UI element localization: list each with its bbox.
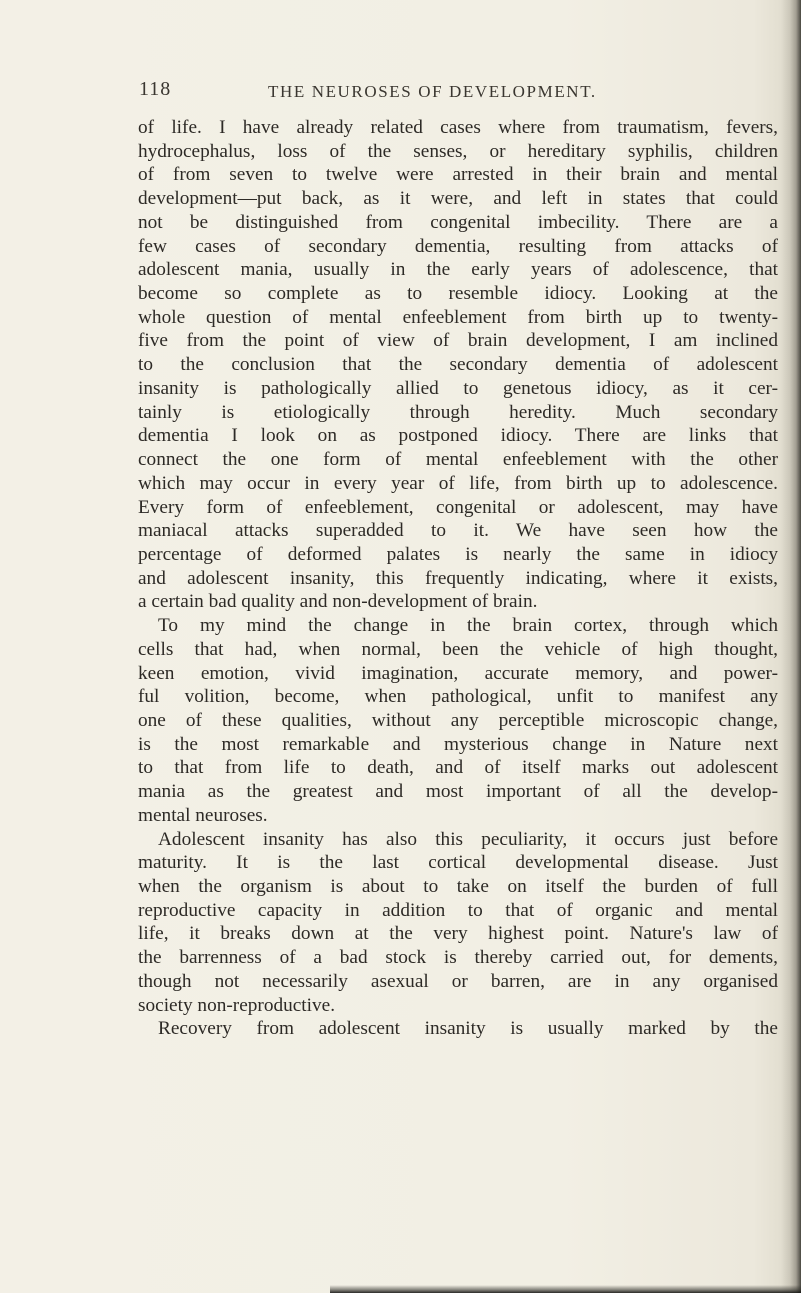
text-line: few cases of secondary dementia, resulting from attacks of (138, 235, 778, 257)
text-line: society non-reproductive. (138, 994, 336, 1016)
text-line: not be distinguished from congenital imbecility. There are a (138, 211, 778, 233)
text-line: a certain bad quality and non-development of brain. (138, 591, 538, 613)
text-line: of life. I have already related cases where from traumatism, fevers, (138, 117, 778, 138)
text-line: to the conclusion that the secondary dementia of adolescent (138, 354, 778, 376)
text-line: ful volition, become, when pathological, unfit to manifest any (138, 686, 778, 708)
text-line: dementia I look on as postponed idiocy. There are links that (138, 425, 778, 447)
text-line: five from the point of view of brain development, I am inclined (138, 330, 778, 352)
text-line: of from seven to twelve were arrested in their brain and mental (138, 164, 778, 186)
text-line: Adolescent insanity has also this peculiarity, it occurs just before (158, 828, 778, 850)
text-line: though not necessarily asexual or barren, are in any organised (138, 970, 778, 992)
page-bottom-shadow (330, 1285, 801, 1293)
text-line: which may occur in every year of life, from birth up to adolescence. (138, 472, 778, 494)
running-head: THE NEUROSES OF DEVELOPMENT. (268, 82, 597, 101)
text-line: keen emotion, vivid imagination, accurate memory, and power- (138, 662, 778, 684)
text-line: adolescent mania, usually in the early years of adolescence, that (138, 259, 778, 281)
text-line: hydrocephalus, loss of the senses, or hereditary syphilis, children (138, 140, 778, 162)
text-line: and adolescent insanity, this frequently indicating, where it exists, (138, 567, 778, 589)
text-line: become so complete as to resemble idiocy. Looking at the (138, 283, 778, 305)
text-line: cells that had, when normal, been the vehicle of high thought, (138, 638, 778, 660)
text-line: tainly is etiologically through heredity. Much secondary (138, 401, 778, 423)
text-line: maturity. It is the last cortical developmental disease. Just (138, 852, 778, 874)
text-line: whole question of mental enfeeblement from birth up to twenty- (138, 306, 778, 328)
text-line: is the most remarkable and mysterious change in Nature next (138, 733, 778, 755)
text-line: mania as the greatest and most important of all the develop- (138, 781, 778, 803)
text-line: To my mind the change in the brain cortex, through which (158, 615, 778, 637)
page-number: 118 (139, 78, 172, 100)
text-line: insanity is pathologically allied to genetous idiocy, as it cer- (138, 377, 778, 399)
text-line: percentage of deformed palates is nearly the same in idiocy (138, 543, 778, 565)
text-line: maniacal attacks superadded to it. We have seen how the (138, 520, 778, 542)
text-line: life, it breaks down at the very highest point. Nature's law of (138, 923, 778, 945)
text-line: Every form of enfeeblement, congenital or adolescent, may have (138, 496, 778, 518)
text-line: to that from life to death, and of itself marks out adolescent (138, 757, 778, 779)
page-header (0, 70, 801, 110)
text-line: mental neuroses. (138, 804, 268, 826)
text-line: the barrenness of a bad stock is thereby carried out, for dements, (138, 947, 778, 969)
text-line: Recovery from adolescent insanity is usually marked by the (158, 1018, 778, 1040)
text-line: when the organism is about to take on itself the burden of full (138, 876, 778, 897)
page-edge-shadow (781, 0, 801, 1293)
text-line: one of these qualities, without any perceptible microscopic change, (138, 709, 778, 731)
text-line: development—put back, as it were, and left in states that could (138, 188, 778, 210)
text-line: reproductive capacity in addition to that of organic and mental (138, 899, 778, 921)
body-text (138, 116, 778, 1041)
text-line: connect the one form of mental enfeeblement with the other (138, 449, 778, 471)
